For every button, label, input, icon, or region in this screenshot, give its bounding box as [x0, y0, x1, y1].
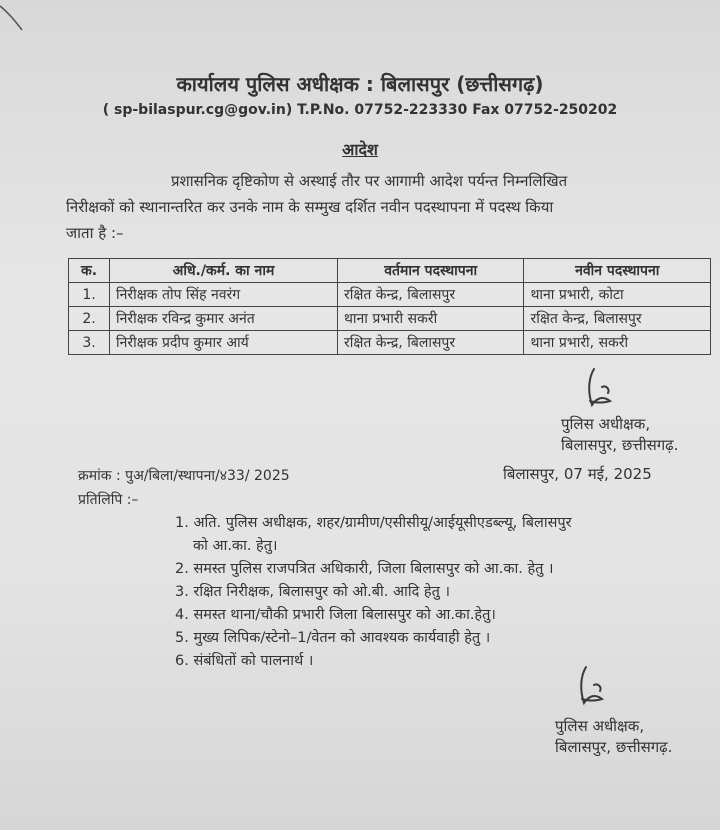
cell-name: निरीक्षक तोप सिंह नवरंग — [110, 283, 338, 307]
signature-block-2 — [555, 716, 672, 758]
reference-number: क्रमांक : पुअ/बिला/स्थापना/४33/ 2025 — [78, 468, 290, 484]
copy-label: प्रतिलिपि :– — [78, 492, 139, 508]
list-item: 4. समस्त थाना/चौकी प्रभारी जिला बिलासपुर को आ.का.हेतु। — [175, 607, 496, 623]
table-row — [69, 283, 711, 307]
col-header-serial: क. — [69, 259, 110, 283]
transfer-table — [68, 258, 711, 355]
cell-new-posting: रक्षित केन्द्र, बिलासपुर — [524, 307, 711, 331]
cell-serial: 2. — [69, 307, 110, 331]
intro-line: निरीक्षकों को स्थानान्तरित कर उनके नाम के सम्मुख दर्शित नवीन पदस्थापना में पदस्थ किया — [66, 198, 554, 216]
order-intro — [66, 168, 704, 246]
signatory-place: बिलासपुर, छत्तीसगढ़. — [555, 738, 673, 756]
col-header-current-posting: वर्तमान पदस्थापना — [337, 259, 524, 283]
cell-serial: 3. — [69, 331, 110, 355]
intro-line: जाता है :– — [66, 224, 124, 242]
copy-list — [175, 512, 705, 673]
intro-line: प्रशासनिक दृष्टिकोण से अस्थाई तौर पर आगामी आदेश पर्यन्त निम्नलिखित — [171, 172, 568, 190]
cell-current-posting: रक्षित केन्द्र, बिलासपुर — [337, 283, 524, 307]
corner-pen-mark — [0, 0, 40, 40]
cell-name: निरीक्षक रविन्द्र कुमार अनंत — [110, 307, 338, 331]
list-item: 6. संबंधितों को पालनार्थ । — [175, 653, 314, 669]
cell-new-posting: थाना प्रभारी, कोटा — [524, 283, 711, 307]
col-header-new-posting: नवीन पदस्थापना — [524, 259, 711, 283]
table-row — [69, 331, 711, 355]
list-item: 1. अति. पुलिस अधीक्षक, शहर/ग्रामीण/एसीसीयू/आईयूसीएडब्ल्यू, बिलासपुर — [175, 515, 572, 531]
signature-2 — [572, 663, 622, 711]
list-item: को आ.का. हेतु। — [193, 538, 278, 554]
cell-current-posting: थाना प्रभारी सकरी — [337, 307, 524, 331]
signatory-designation: पुलिस अधीक्षक, — [555, 717, 645, 735]
office-contact: ( sp-bilaspur.cg@gov.in) T.P.No. 07752-223330 Fax 07752-250202 — [102, 102, 618, 118]
table-header-row — [69, 259, 711, 283]
cell-current-posting: रक्षित केन्द्र, बिलासपुर — [337, 331, 524, 355]
order-heading: आदेश — [342, 140, 378, 159]
order-date: बिलासपुर, 07 मई, 2025 — [503, 465, 652, 483]
list-item: 5. मुख्य लिपिक/स्टेनो–1/वेतन को आवश्यक कार्यवाही हेतु । — [175, 630, 491, 646]
list-item: 3. रक्षित निरीक्षक, बिलासपुर को ओ.बी. आदि हेतु । — [175, 584, 450, 600]
cell-new-posting: थाना प्रभारी, सकरी — [524, 331, 711, 355]
list-item: 2. समस्त पुलिस राजपत्रित अधिकारी, जिला बिलासपुर को आ.का. हेतु । — [175, 561, 554, 577]
cell-name: निरीक्षक प्रदीप कुमार आर्य — [110, 331, 338, 355]
signatory-place: बिलासपुर, छत्तीसगढ़. — [561, 436, 679, 454]
table-row — [69, 307, 711, 331]
signature-block-1 — [561, 414, 678, 456]
cell-serial: 1. — [69, 283, 110, 307]
col-header-name: अधि./कर्म. का नाम — [110, 259, 338, 283]
office-title: कार्यालय पुलिस अधीक्षक : बिलासपुर (छत्तीसगढ़) — [176, 72, 544, 96]
signature-1 — [578, 365, 628, 415]
signatory-designation: पुलिस अधीक्षक, — [561, 415, 651, 433]
